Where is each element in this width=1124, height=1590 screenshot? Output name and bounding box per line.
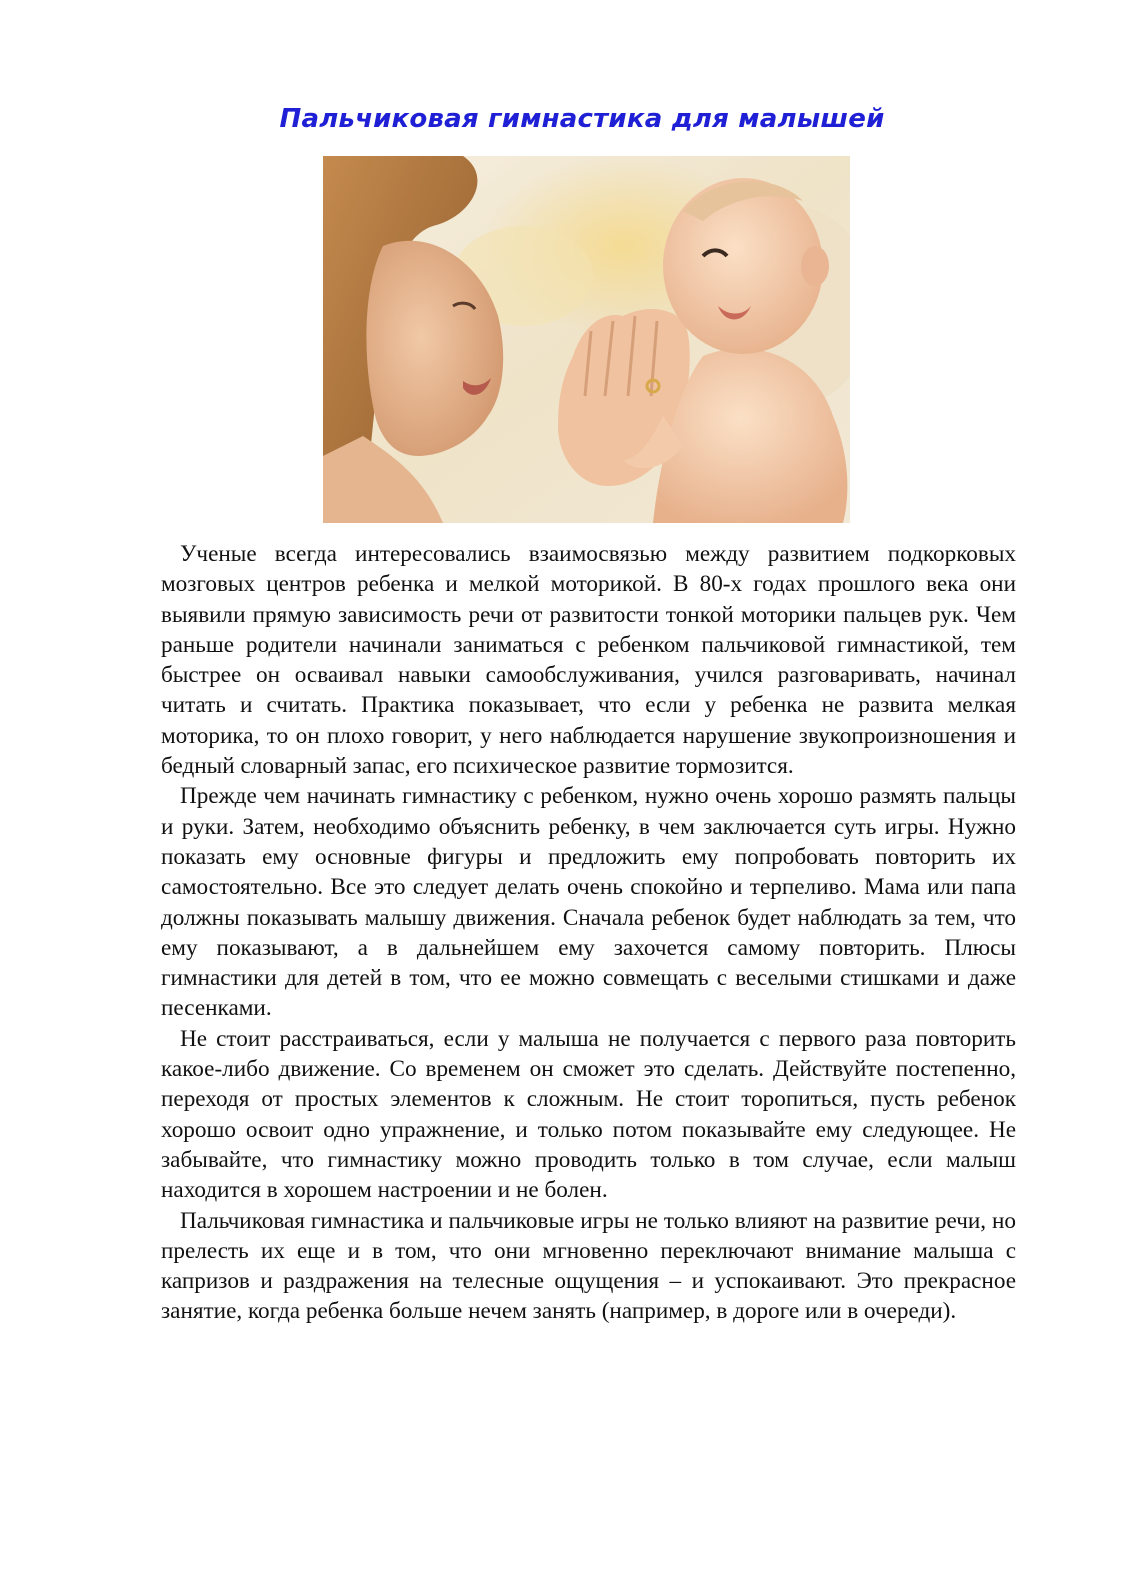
paragraph: Не стоит расстраиваться, если у малыша не получается с первого раза повторить какое-либо движение. Со временем он сможет это сделать. Действуйте постепенно, переходя от простых элементов к сложным. Не стоит торопиться, пусть ребенок хорошо освоит одно упражнение, и только потом показывайте ему следующее. Не забывайте, что гимнастику можно проводить только в том случае, если малыш находится в хорошем настроении и не болен. (161, 1025, 1016, 1204)
paragraph: Ученые всегда интересовались взаимосвязью между развитием подкорковых мозговых центров ребенка и мелкой моторикой. В 80-х годах прошлого века они выявили прямую зависимость речи от развитости тонкой моторики пальцев рук. Чем раньше родители начинали заниматься с ребенком пальчиковой гимнастикой, тем быстрее он осваивал навыки самообслуживания, учился разговаривать, начинал читать и считать. Практика показывает, что если у ребенка не развита мелкая моторика, то он плохо говорит, у него наблюдается нарушение звукопроизношения и бедный словарный запас, его психическое развитие тормозится. (161, 541, 1016, 780)
mother-and-baby-photo (323, 156, 850, 523)
article-body (161, 539, 1016, 1327)
paragraph: Прежде чем начинать гимнастику с ребенком, нужно очень хорошо размять пальцы и руки. Затем, необходимо объяснить ребенку, в чем заключается суть игры. Нужно показать ему основные фигуры и предложить ему попробовать повторить их самостоятельно. Все это следует делать очень спокойно и терпеливо. Мама или папа должны показывать малышу движения. Сначала ребенок будет наблюдать за тем, что ему показывают, а в дальнейшем ему захочется самому повторить. Плюсы гимнастики для детей в том, что ее можно совмещать с веселыми стишками и даже песенками. (161, 783, 1016, 1022)
page-title: Пальчиковая гимнастика для малышей (279, 104, 885, 134)
paragraph: Пальчиковая гимнастика и пальчиковые игры не только влияют на развитие речи, но прелесть их еще и в том, что они мгновенно переключают внимание малыша с капризов и раздражения на телесные ощущения – и успокаивают. Это прекрасное занятие, когда ребенка больше нечем занять (например, в дороге или в очереди). (161, 1207, 1016, 1325)
